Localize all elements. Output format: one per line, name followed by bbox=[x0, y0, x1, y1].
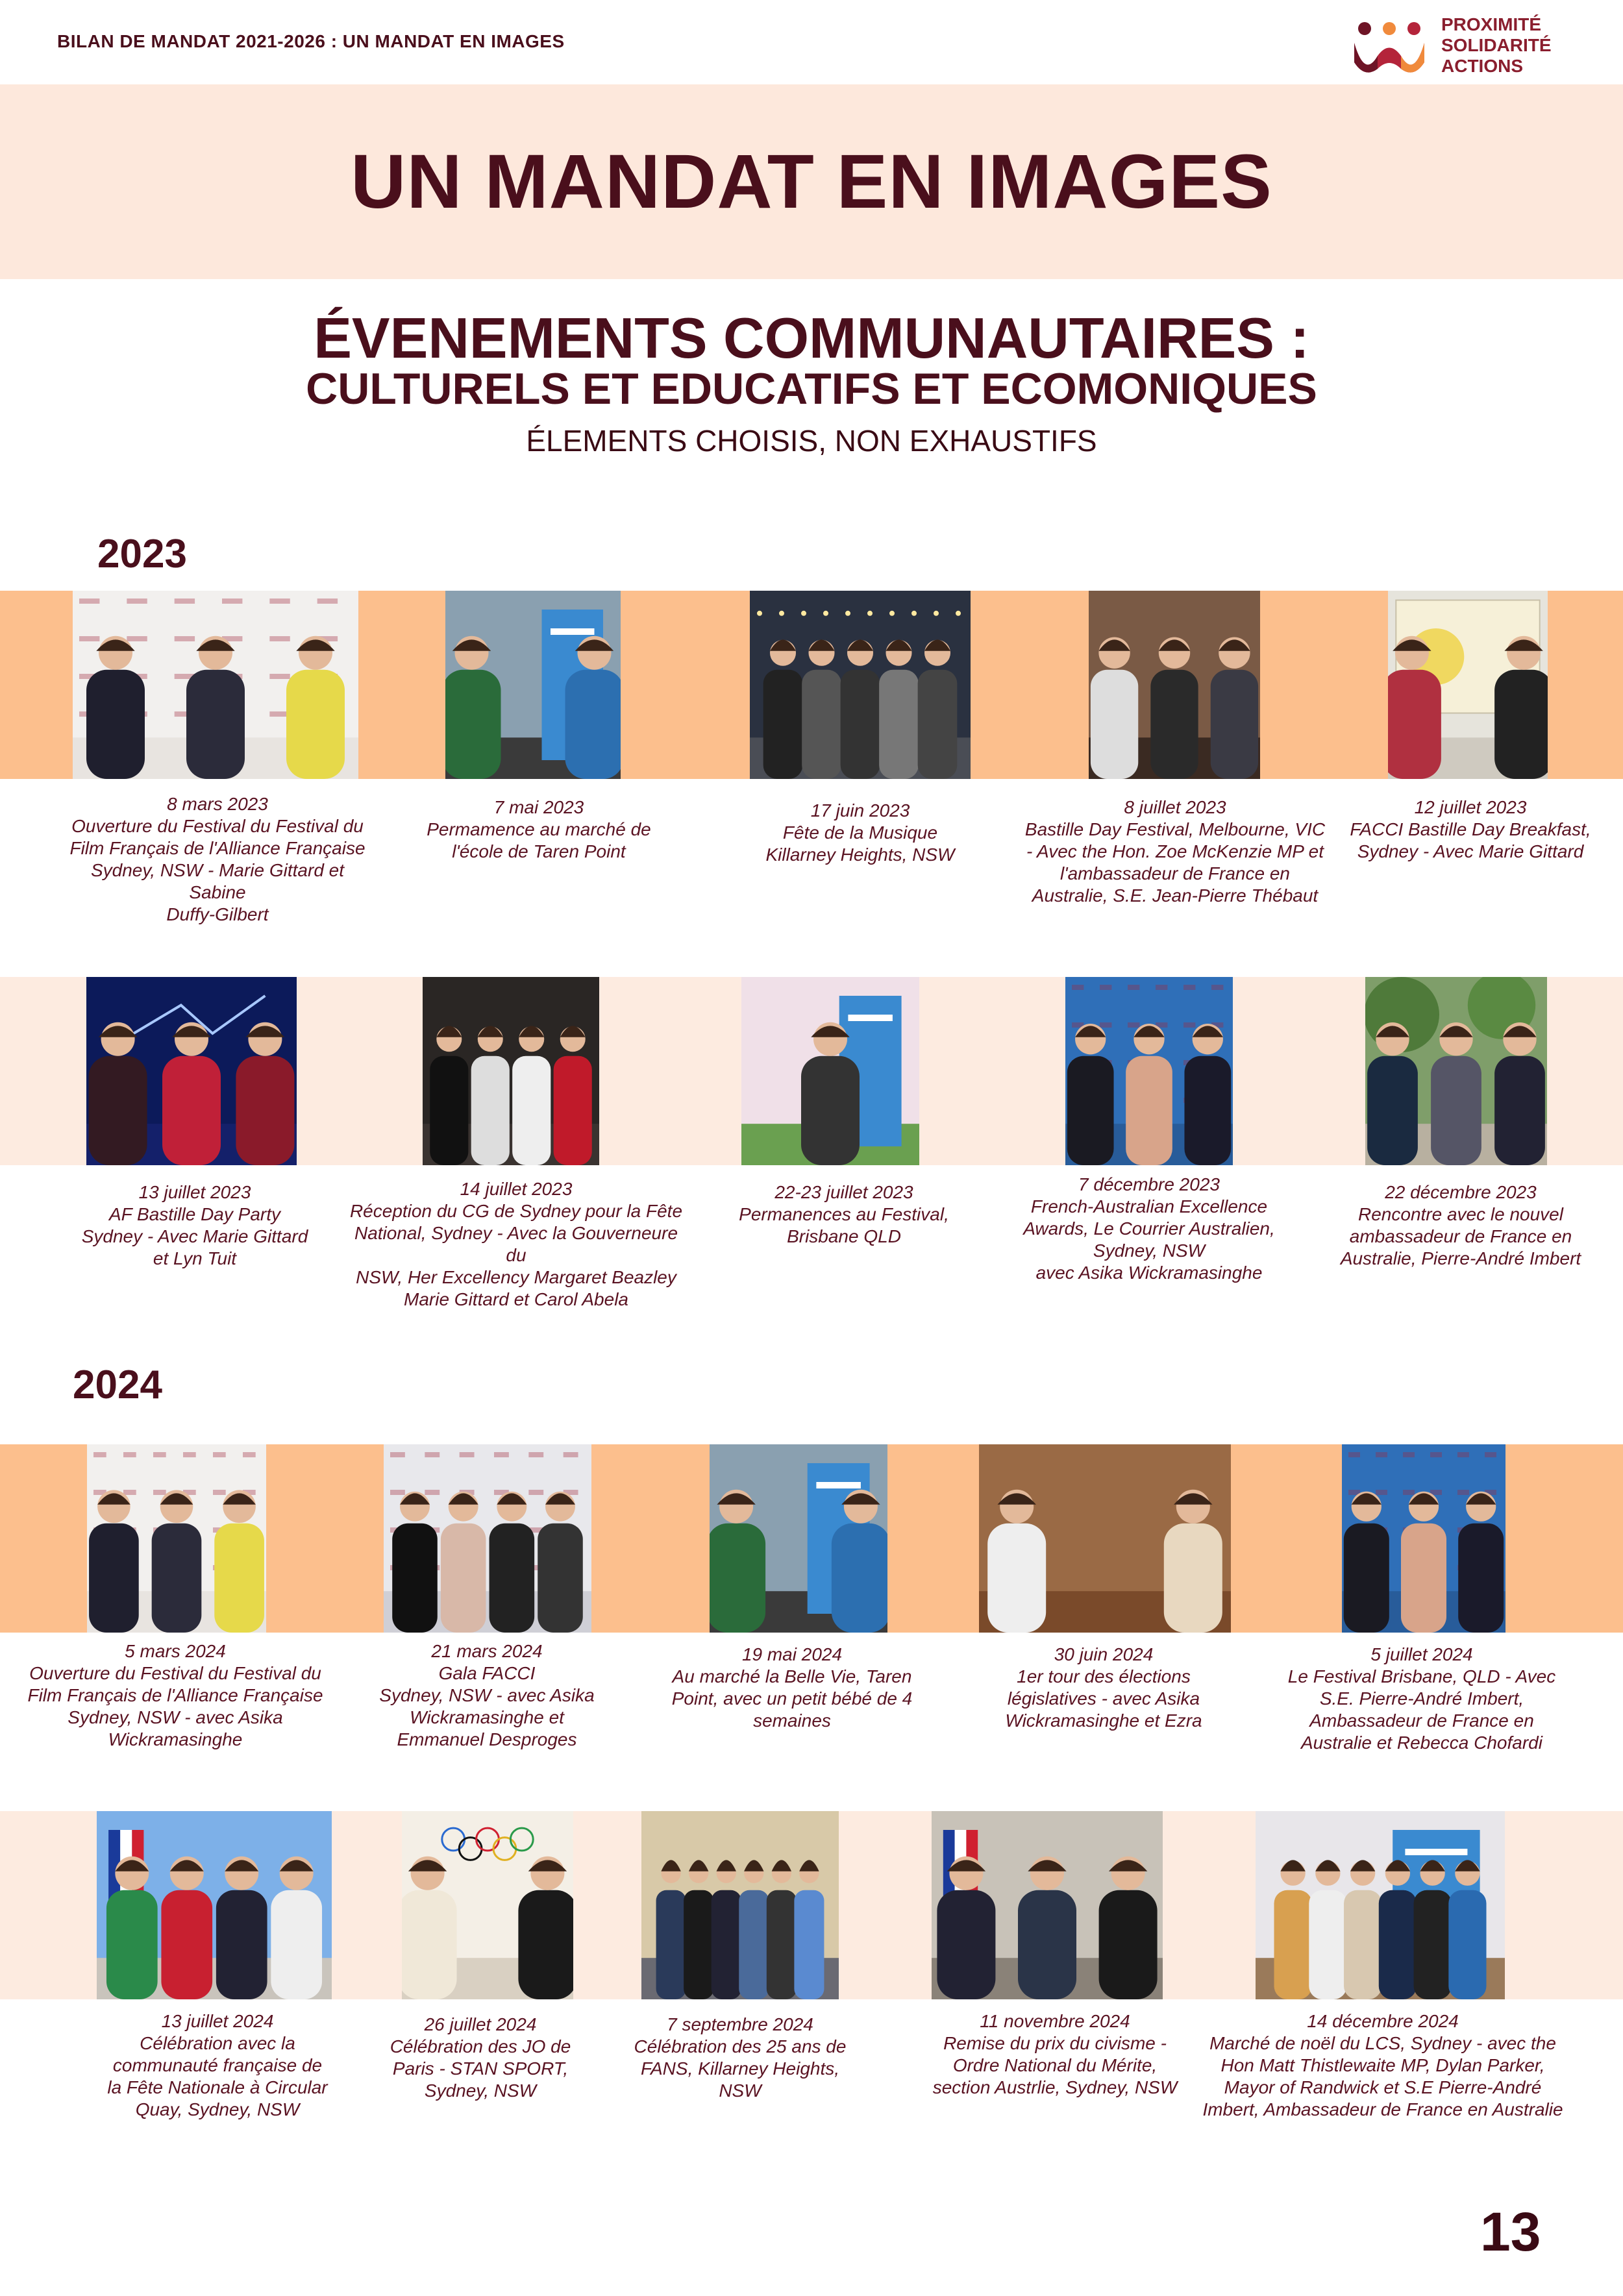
event-photo bbox=[73, 591, 358, 779]
event-date: 17 juin 2023 bbox=[810, 800, 910, 821]
event-photo bbox=[710, 1444, 887, 1633]
year-heading-2023: 2023 bbox=[97, 532, 187, 576]
event-caption bbox=[403, 796, 675, 863]
event-description: Bastille Day Festival, Melbourne, VIC - Avec the Hon. Zoe McKenzie MP et l'ambassadeur de France en Australie, S.E. Jean-Pierre Thébaut bbox=[1024, 819, 1326, 906]
event-caption bbox=[1337, 796, 1604, 863]
event-date: 7 décembre 2023 bbox=[1078, 1174, 1220, 1194]
event-photo bbox=[1342, 1444, 1505, 1633]
event-photo bbox=[641, 1811, 839, 1999]
event-date: 19 mai 2024 bbox=[741, 1644, 843, 1664]
event-date: 7 mai 2023 bbox=[493, 797, 584, 817]
event-caption bbox=[1013, 1174, 1285, 1284]
event-description: Marché de noël du LCS, Sydney - avec the Hon Matt Thistlewaite MP, Dylan Parker, Mayor of Randwick et S.E Pierre-André Imbert, Ambassadeur de France en Australie bbox=[1202, 2033, 1563, 2119]
event-date: 11 novembre 2024 bbox=[980, 2011, 1130, 2031]
logo-icon bbox=[1350, 17, 1428, 75]
section-subtitle: ÉLEMENTS CHOISIS, NON EXHAUSTIFS bbox=[526, 424, 1097, 458]
event-photo bbox=[750, 591, 971, 779]
event-date: 22 décembre 2023 bbox=[1385, 1182, 1537, 1202]
page-title: UN MANDAT EN IMAGES bbox=[351, 139, 1272, 225]
logo-line: SOLIDARITÉ bbox=[1441, 35, 1552, 55]
event-date: 5 juillet 2024 bbox=[1370, 1644, 1473, 1664]
event-caption bbox=[1272, 1644, 1571, 1754]
section-title: ÉVENEMENTS COMMUNAUTAIRES : bbox=[314, 306, 1309, 370]
event-description: Le Festival Brisbane, QLD - Avec S.E. Pierre-André Imbert, Ambassadeur de France en Australie et Rebecca Chofardi bbox=[1287, 1666, 1556, 1753]
event-photo bbox=[86, 977, 297, 1165]
page-number: 13 bbox=[1480, 2201, 1541, 2262]
event-date: 13 juillet 2024 bbox=[161, 2011, 274, 2031]
event-photo bbox=[384, 1444, 591, 1633]
event-photo bbox=[402, 1811, 573, 1999]
event-photo bbox=[423, 977, 599, 1165]
event-photo bbox=[1365, 977, 1547, 1165]
event-caption bbox=[364, 1640, 610, 1751]
event-caption bbox=[370, 2014, 591, 2102]
event-caption bbox=[974, 1644, 1233, 1732]
event-caption bbox=[1013, 796, 1337, 907]
event-description: Gala FACCI Sydney, NSW - avec Asika Wickramasinghe et Emmanuel Desproges bbox=[379, 1663, 595, 1749]
event-photo bbox=[932, 1811, 1163, 1999]
logo-line: PROXIMITÉ bbox=[1441, 14, 1542, 34]
event-photo bbox=[741, 977, 919, 1165]
event-date: 5 mars 2024 bbox=[125, 1641, 226, 1661]
event-date: 30 juin 2024 bbox=[1054, 1644, 1154, 1664]
event-caption bbox=[649, 1644, 935, 1732]
section-title-line-2: CULTURELS ET EDUCATIFS ET ECOMONIQUES bbox=[306, 364, 1317, 414]
event-caption bbox=[344, 1178, 688, 1311]
event-photo bbox=[445, 591, 621, 779]
event-photo bbox=[1065, 977, 1233, 1165]
event-date: 8 juillet 2023 bbox=[1124, 797, 1226, 817]
event-caption bbox=[623, 2014, 857, 2102]
event-caption bbox=[1318, 1181, 1604, 1270]
event-photo bbox=[979, 1444, 1231, 1633]
event-date: 14 décembre 2024 bbox=[1307, 2011, 1459, 2031]
event-description: AF Bastille Day Party Sydney - Avec Marie Gittard et Lyn Tuit bbox=[81, 1204, 308, 1268]
event-description: French-Australian Excellence Awards, Le Courrier Australien, Sydney, NSW avec Asika Wickramasinghe bbox=[1023, 1196, 1275, 1283]
event-caption bbox=[909, 2010, 1201, 2099]
event-date: 21 mars 2024 bbox=[431, 1641, 543, 1661]
logo bbox=[1350, 12, 1571, 77]
event-description: Rencontre avec le nouvel ambassadeur de France en Australie, Pierre-André Imbert bbox=[1340, 1204, 1581, 1268]
event-description: Réception du CG de Sydney pour la Fête National, Sydney - Avec la Gouverneure du NSW, Her Excellency Margaret Beazley Marie Gittard et Carol Abela bbox=[349, 1201, 683, 1309]
event-description: Ouverture du Festival du Festival du Film Français de l'Alliance Française Sydney, NSW - Marie Gittard et Sabine Duffy-Gilbert bbox=[69, 816, 365, 924]
event-caption bbox=[62, 793, 373, 926]
event-photo bbox=[1256, 1811, 1505, 1999]
logo-line: ACTIONS bbox=[1441, 56, 1523, 76]
event-caption bbox=[1201, 2010, 1565, 2121]
event-caption bbox=[62, 1181, 328, 1270]
event-caption bbox=[724, 800, 997, 866]
event-date: 12 juillet 2023 bbox=[1414, 797, 1527, 817]
event-date: 22-23 juillet 2023 bbox=[774, 1182, 913, 1202]
event-date: 14 juillet 2023 bbox=[460, 1179, 573, 1199]
event-description: Célébration avec la communauté française de la Fête Nationale à Circular Quay, Sydney, NSW bbox=[107, 2033, 328, 2119]
event-date: 8 mars 2023 bbox=[167, 794, 268, 814]
event-description: FACCI Bastille Day Breakfast, Sydney - Avec Marie Gittard bbox=[1350, 819, 1591, 861]
title-banner bbox=[0, 84, 1623, 279]
event-photo bbox=[1089, 591, 1260, 779]
event-date: 26 juillet 2024 bbox=[424, 2014, 537, 2034]
event-photo bbox=[97, 1811, 332, 1999]
event-description: Au marché la Belle Vie, Taren Point, avec un petit bébé de 4 semaines bbox=[671, 1666, 913, 1731]
event-description: Célébration des 25 ans de FANS, Killarney Heights, NSW bbox=[634, 2036, 847, 2101]
event-photo bbox=[1388, 591, 1548, 779]
event-caption bbox=[84, 2010, 351, 2121]
event-description: 1er tour des élections législatives - avec Asika Wickramasinghe et Ezra bbox=[1005, 1666, 1202, 1731]
event-description: Permamence au marché de l'école de Taren Point bbox=[427, 819, 651, 861]
event-description: Ouverture du Festival du Festival du Film Français de l'Alliance Française Sydney, NSW - avec Asika Wickramasinghe bbox=[27, 1663, 323, 1749]
event-caption bbox=[19, 1640, 331, 1751]
event-description: Remise du prix du civisme - Ordre National du Mérite, section Austrlie, Sydney, NSW bbox=[932, 2033, 1178, 2097]
event-description: Permanences au Festival, Brisbane QLD bbox=[739, 1204, 949, 1246]
event-photo bbox=[87, 1444, 266, 1633]
year-heading-2024: 2024 bbox=[73, 1363, 162, 1407]
document-header-title: BILAN DE MANDAT 2021-2026 : UN MANDAT EN IMAGES bbox=[57, 31, 565, 51]
event-description: Fête de la Musique Killarney Heights, NSW bbox=[765, 822, 955, 865]
event-caption bbox=[721, 1181, 967, 1248]
event-description: Célébration des JO de Paris - STAN SPORT, Sydney, NSW bbox=[390, 2036, 571, 2101]
event-date: 13 juillet 2023 bbox=[138, 1182, 251, 1202]
event-date: 7 septembre 2024 bbox=[667, 2014, 813, 2034]
